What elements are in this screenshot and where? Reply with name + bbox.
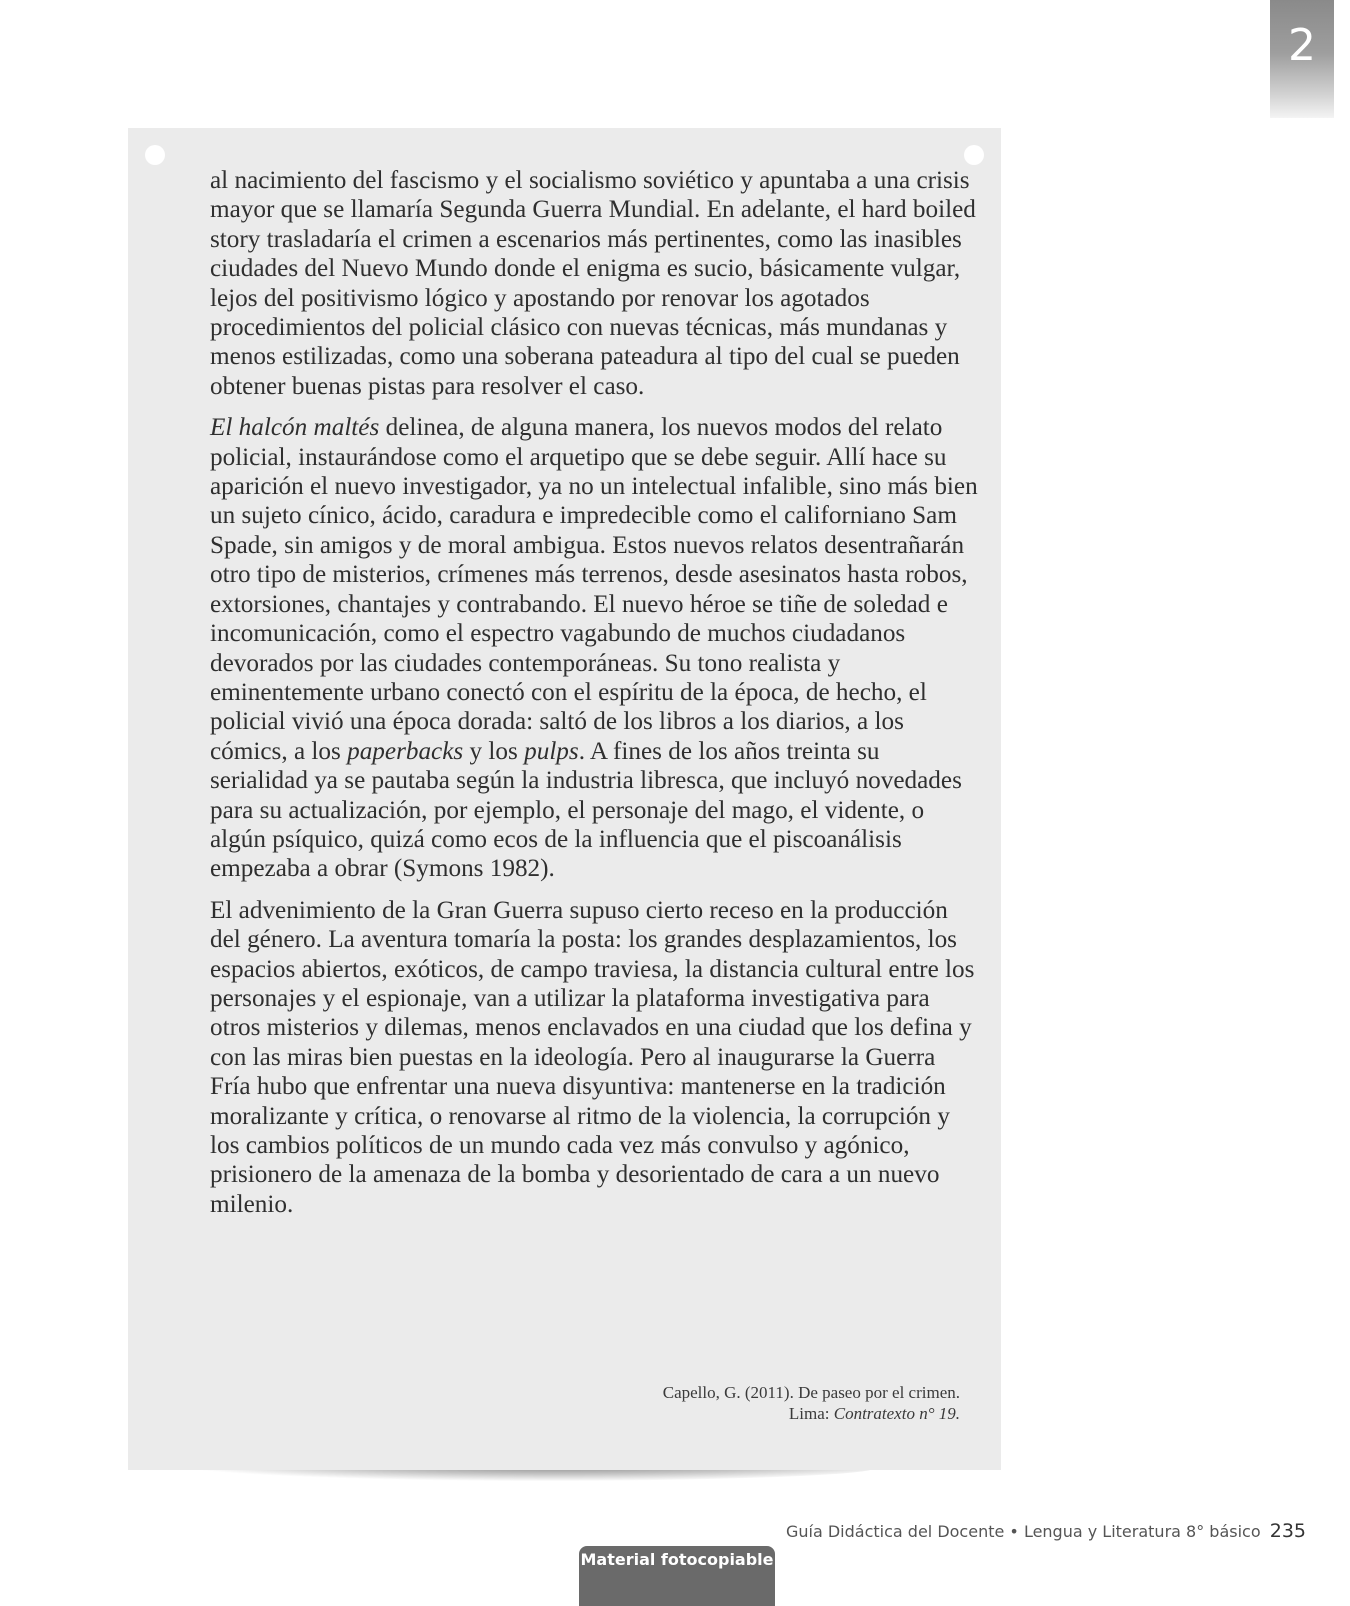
pin-hole-right xyxy=(964,145,984,165)
citation-journal: Contratexto n° 19. xyxy=(833,1404,960,1423)
paragraph-2 xyxy=(210,413,980,884)
text-run: El advenimiento de la Gran Guerra supuso cierto receso en la producción del género. La aventura tomaría la posta: los grandes desplazamientos, los espacios abiertos, exóticos, de campo traviesa, la distancia cultural entre los personajes y el espionaje, van a utilizar la plataforma investigativa para otros misterios y dilemas, menos enclavados en una ciudad que los defina y con las miras bien puestas en la ideología. Pero al inaugurarse la Guerra Fría hubo que enfrentar una nueva disyuntiva: mantenerse en la tradición moralizante y crítica, o renovarse al ritmo de la violencia, la corrupción y los cambios políticos de un mundo cada vez más convulso y agónico, prisionero de la amenaza de la bomba y desorientado de cara a un nuevo milenio. xyxy=(210,896,975,1218)
article-body xyxy=(210,166,980,1231)
page-footer xyxy=(786,1520,1306,1542)
citation xyxy=(460,1382,960,1424)
citation-line-1: Capello, G. (2011). De paseo por el crimen. xyxy=(662,1383,960,1402)
italic-text: pulps xyxy=(524,737,579,765)
text-run: . A fines de los años treinta su serialidad ya se pautaba según la industria libresca, que incluyó novedades para su actualización, por ejemplo, el personaje del mago, el vidente, o algún psíquico, quizá como ecos de la influencia que el piscoanálisis empezaba a obrar (Symons 1982). xyxy=(210,737,962,883)
text-run: al nacimiento del fascismo y el socialismo soviético y apuntaba a una crisis mayor que se llamaría Segunda Guerra Mundial. En adelante, el hard boiled story trasladaría el crimen a escenarios más pertinentes, como las inasibles ciudades del Nuevo Mundo donde el enigma es sucio, básicamente vulgar, lejos del positivismo lógico y apostando por renovar los agotados procedimientos del policial clásico con nuevas técnicas, más mundanas y menos estilizadas, como una soberana pateadura al tipo del cual se pueden obtener buenas pistas para resolver el caso. xyxy=(210,167,976,400)
text-run: y los xyxy=(463,737,525,765)
page-number: 235 xyxy=(1269,1520,1306,1542)
unit-number: 2 xyxy=(1288,20,1316,71)
pin-hole-left xyxy=(145,145,165,165)
italic-text: El halcón maltés xyxy=(210,414,380,442)
citation-line-2 xyxy=(460,1403,960,1424)
guide-title: Guía Didáctica del Docente • Lengua y Literatura 8° básico xyxy=(785,1522,1261,1541)
citation-place: Lima: xyxy=(788,1404,834,1423)
photocopiable-label: Material fotocopiable xyxy=(580,1550,774,1569)
text-run: delinea, de alguna manera, los nuevos modos del relato policial, instaurándose como el arquetipo que se debe seguir. Allí hace su aparición el nuevo investigador, ya no un intelectual infalible, sino más bien un sujeto cínico, ácido, caradura e impredecible como el californiano Sam Spade, sin amigos y de moral ambigua. Estos nuevos relatos desentrañarán otro tipo de misterios, crímenes más terrenos, desde asesinatos hasta robos, extorsiones, chantajes y contrabando. El nuevo héroe se tiñe de soledad e incomunicación, como el espectro vagabundo de muchos ciudadanos devorados por las ciudades contemporáneas. Su tono realista y eminentemente urbano conectó con el espíritu de la época, de hecho, el policial vivió una época dorada: saltó de los libros a los diarios, a los cómics, a los xyxy=(210,414,978,765)
paragraph-1 xyxy=(210,166,980,401)
paragraph-3 xyxy=(210,896,980,1219)
photocopy-sheet xyxy=(128,128,1001,1470)
unit-number-tab xyxy=(1270,0,1334,118)
photocopiable-badge xyxy=(579,1546,775,1606)
italic-text: paperbacks xyxy=(347,737,464,765)
